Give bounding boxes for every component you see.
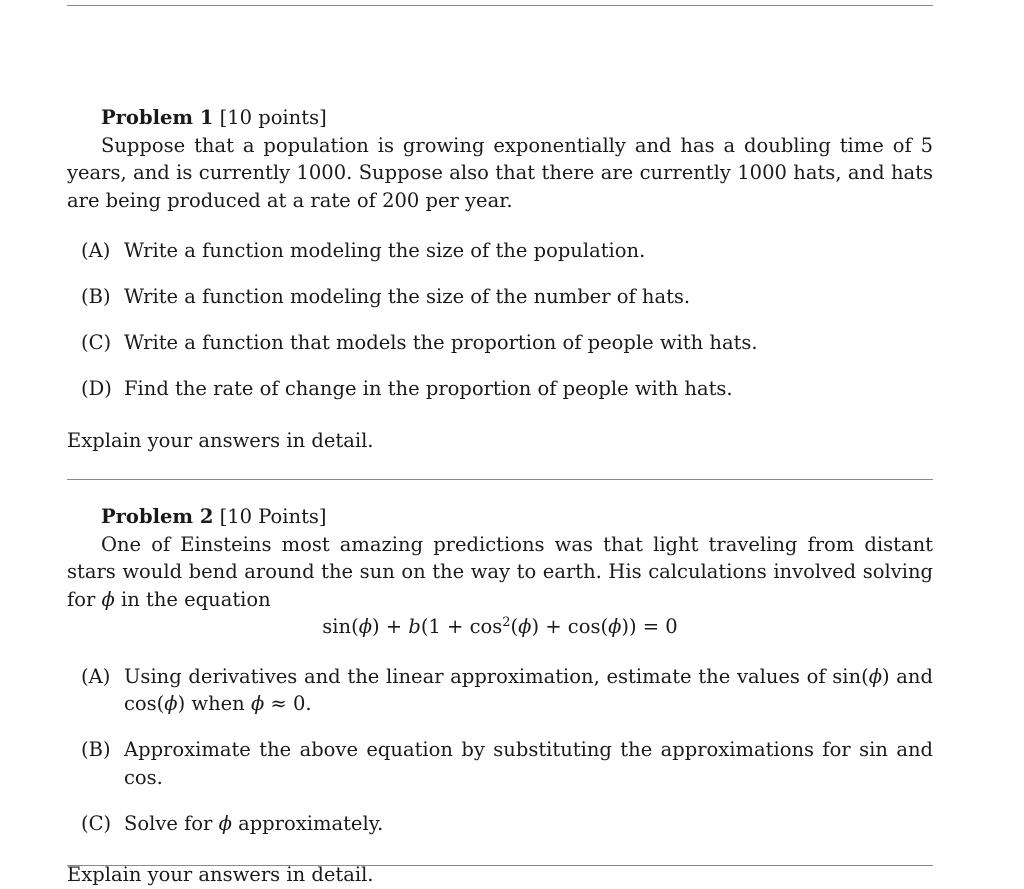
problem-1-item-a: [81, 237, 933, 265]
phi-symbol: ϕ: [101, 587, 115, 611]
phi-symbol: ϕ: [164, 692, 178, 715]
item-label: (D): [81, 377, 112, 400]
eq-b: b: [408, 615, 421, 638]
eq-sin: sin(: [322, 615, 359, 638]
phi-symbol: ϕ: [868, 664, 882, 688]
middle-rule: [67, 479, 933, 480]
problem-1-item-b: [81, 283, 933, 311]
item-text-part: ≈ 0.: [264, 692, 312, 715]
item-text-part: ) when: [177, 692, 251, 715]
item-label: (A): [81, 239, 111, 262]
eq-open: (1 + cos: [420, 615, 503, 638]
item-text: Find the rate of change in the proportion of people with hats.: [124, 377, 733, 400]
eq-end: )) = 0: [621, 615, 678, 638]
item-text-part: ) and cos(: [124, 664, 933, 715]
item-text: Write a function that models the proportion of people with hats.: [124, 331, 758, 354]
problem-1-intro: Suppose that a population is growing exponentially and has a doubling time of 5 years, and is currently 1000. Suppose also that there are currently 1000 hats, and hats are being produced at a rate of 200 per year.: [67, 133, 933, 212]
item-text-part: Using derivatives and the linear approximation, estimate the values of sin(: [124, 664, 869, 688]
phi-symbol: ϕ: [218, 811, 232, 835]
eq-paren: (: [510, 615, 519, 638]
problem-1: [67, 104, 933, 454]
problem-2-item-a: [81, 663, 933, 718]
problem-1-heading: [101, 104, 933, 132]
eq-phi: ϕ: [358, 615, 372, 638]
item-label: (C): [81, 811, 112, 835]
problem-2-items: [67, 663, 933, 838]
problem-1-items: [67, 237, 933, 403]
item-text: Approximate the above equation by substituting the approximations for sin and cos.: [124, 738, 933, 789]
problem-2-points: [10 Points]: [219, 505, 327, 528]
problem-1-title: Problem 1: [101, 106, 214, 129]
eq-plus: ) +: [372, 615, 409, 638]
problem-1-item-c: [81, 329, 933, 357]
item-label: (A): [81, 664, 111, 688]
item-text-part: Solve for: [124, 811, 219, 835]
einstein-equation: [67, 613, 933, 641]
item-text: [124, 810, 933, 838]
phi-symbol: ϕ: [250, 692, 265, 715]
top-rule: [67, 5, 933, 6]
problem-2-item-b: [81, 736, 933, 791]
eq-phi: ϕ: [608, 615, 622, 638]
eq-phi: ϕ: [518, 615, 532, 638]
item-text-part: approximately.: [231, 811, 384, 835]
intro-text: One of Einsteins most amazing predictions was that light traveling from distant stars would bend around the sun on the way to earth. His calculations involved solving for: [67, 532, 933, 611]
problem-1-explain: Explain your answers in detail.: [67, 428, 374, 452]
problem-2: [67, 503, 933, 889]
problem-2-item-c: [81, 810, 933, 838]
problem-2-heading: [101, 503, 933, 531]
problem-1-item-d: [81, 375, 933, 403]
item-text: [124, 663, 933, 718]
problem-2-title: Problem 2: [101, 505, 214, 528]
item-text: Write a function modeling the size of the population.: [124, 239, 646, 262]
item-label: (B): [81, 285, 111, 308]
problem-2-explain: Explain your answers in detail.: [67, 863, 374, 886]
intro-text-end: in the equation: [120, 587, 271, 611]
eq-exponent: 2: [502, 615, 511, 630]
eq-cos: ) + cos(: [531, 615, 609, 638]
bottom-rule: [67, 865, 933, 866]
problem-1-points: [10 points]: [219, 106, 327, 129]
item-text: Write a function modeling the size of the number of hats.: [124, 285, 691, 308]
item-label: (B): [81, 738, 111, 761]
item-label: (C): [81, 331, 112, 354]
problem-2-intro: [67, 531, 933, 614]
